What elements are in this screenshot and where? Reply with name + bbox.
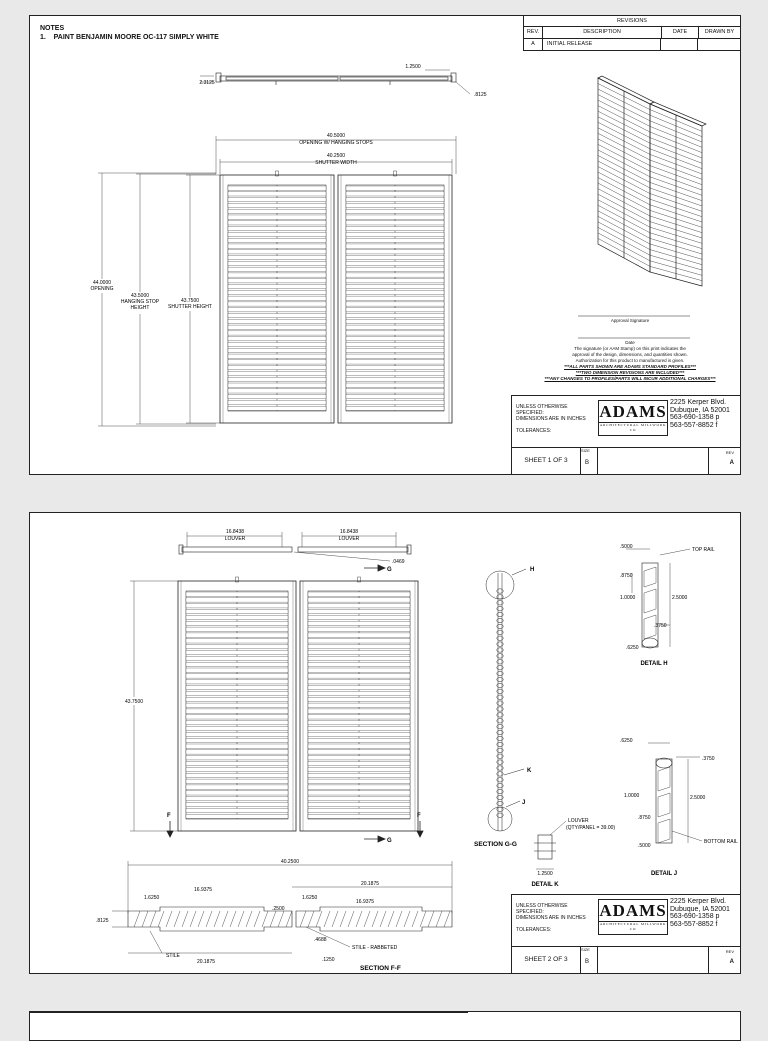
- shutter-elevation: [220, 171, 452, 423]
- stile-label: STILE: [166, 953, 180, 959]
- dim-j-e: 2.5000: [690, 795, 706, 801]
- dim-stop-h-label1: HANGING STOP: [120, 299, 160, 305]
- dim-j-b: .3750: [702, 756, 715, 762]
- description-cell: INITIAL RELEASE: [543, 39, 661, 50]
- approval-signature-label: Approval Signature: [610, 318, 650, 323]
- dim-gap: .0469: [392, 559, 405, 565]
- stile-rabbeted-label: STILE - RABBETED: [352, 945, 398, 951]
- rev-cell: [709, 947, 740, 973]
- logo-subtext: ARCHITECTURAL MILLWORK CO: [599, 423, 667, 432]
- dim-h-b: 1.0000: [620, 595, 636, 601]
- size-value: B: [585, 959, 590, 965]
- dim-ff-h: .8125: [96, 918, 109, 924]
- approval-text-2: approval of the design, dimensions, and quantities shown.: [572, 352, 688, 357]
- rev-cell: A: [524, 39, 543, 50]
- logo-text: ADAMS: [599, 402, 667, 421]
- dim-ff-a: 1.6250: [144, 895, 160, 901]
- rev-cell: [709, 448, 740, 474]
- detail-k-view: [534, 821, 566, 869]
- description-col-header: DESCRIPTION: [543, 27, 662, 38]
- sheet-number: SHEET 1 OF 3: [512, 448, 581, 474]
- date-col-header: DATE: [662, 27, 699, 38]
- dim-louver-label-left: LOUVER: [224, 536, 246, 542]
- dim-h-d: .3750: [654, 623, 667, 629]
- sheet-number: SHEET 2 OF 3: [512, 947, 581, 973]
- section-f-label-right: F: [417, 813, 421, 819]
- dim-ff-d: 1.6250: [302, 895, 318, 901]
- drawn-by-col-header: DRAWN BY: [704, 29, 735, 35]
- section-gg-view: [486, 569, 526, 831]
- approval-warning-3: ***ANY CHANGES TO PROFILES/PARTS WILL INCUR ADDITIONAL CHARGES***: [544, 376, 716, 381]
- spec-line-1: UNLESS OTHERWISE SPECIFIED:: [516, 903, 568, 915]
- dim-h-top: .5000: [620, 544, 633, 550]
- detail-k-title: DETAIL K: [531, 882, 559, 888]
- section-g-label-top: G: [387, 567, 392, 573]
- approval-warning-1: ***ALL PARTS SHOWN ARE ADAMS STANDARD PROFILES***: [564, 364, 696, 369]
- fax: 563-557-8852 f: [670, 421, 718, 429]
- dim-top-w: 1.2500: [405, 64, 421, 70]
- company-address: [670, 898, 730, 928]
- dim-shutter-w-label: SHUTTER WIDTH: [315, 160, 357, 166]
- approval-text-3: Authorization for this product to manufactured is given.: [575, 358, 685, 363]
- approval-warning-2: ***TWO DIMENSION REVISIONS ARE INCLUDED***: [575, 370, 685, 375]
- size-label: SIZE: [581, 947, 590, 952]
- adams-logo: [598, 400, 668, 436]
- size-cell: [581, 947, 598, 973]
- size-value: B: [585, 460, 590, 466]
- notes-title: NOTES: [40, 25, 65, 32]
- rev-label: REV: [725, 949, 734, 954]
- section-ff-title: SECTION F-F: [360, 965, 401, 972]
- detail-j-title: DETAIL J: [650, 871, 678, 877]
- dim-shutter-w: 40.2500: [326, 153, 346, 159]
- detail-k-callout: K: [527, 768, 532, 774]
- top-plan-view: [200, 70, 470, 94]
- bottom-rail-label: BOTTOM RAIL: [704, 839, 738, 845]
- size-cell: [581, 448, 598, 474]
- phone: 563-690-1358 p: [670, 913, 720, 920]
- dim-ff-e: 16.9375: [356, 899, 375, 905]
- dim-ff-g: .1250: [322, 957, 335, 963]
- dim-ff-f: .4688: [314, 937, 327, 943]
- title-block-1: [511, 395, 740, 474]
- dim-ff-bottom: 20.1875: [196, 959, 216, 965]
- shutter-elevation-2: [178, 577, 418, 831]
- dim-louver-label-right: LOUVER: [338, 536, 360, 542]
- dim-j-a: .6250: [620, 738, 633, 744]
- rev-col-header: REV.: [524, 27, 543, 38]
- tolerances-label: TOLERANCES:: [516, 428, 552, 434]
- dim-j-c: 1.0000: [624, 793, 640, 799]
- address-line-1: 2225 Kerper Blvd.: [670, 898, 727, 905]
- address-line-2: Dubuque, IA 52001: [670, 905, 730, 913]
- dim-ff-right: 20.1875: [360, 881, 380, 887]
- section-gg-title: SECTION G-G: [474, 841, 517, 848]
- dim-j-f: .5000: [638, 843, 651, 849]
- sheet-3-border-line: [30, 1012, 468, 1013]
- dim-ff-total: 40.2500: [280, 859, 300, 865]
- address-line-2: Dubuque, IA 52001: [670, 406, 730, 414]
- note-number: 1.: [40, 34, 46, 41]
- spec-line-2: DIMENSIONS ARE IN INCHES: [516, 915, 586, 921]
- isometric-view: [598, 76, 706, 286]
- detail-h-callout: H: [530, 567, 535, 573]
- spec-line-2: DIMENSIONS ARE IN INCHES: [516, 416, 586, 422]
- dim-height: 43.7500: [124, 699, 144, 705]
- phone: 563-690-1358 p: [670, 414, 720, 421]
- dim-shutter-h: 43.7500: [180, 298, 200, 304]
- logo-subtext: ARCHITECTURAL MILLWORK CO: [599, 922, 667, 931]
- dim-louver-w-right: 16.8438: [339, 529, 359, 535]
- dim-ff-c: .2500: [272, 906, 285, 912]
- title-block-bottom: [512, 447, 740, 474]
- detail-j-callout: J: [522, 800, 526, 806]
- dim-opening-h: 44.0000: [92, 280, 112, 286]
- adams-logo: [598, 899, 668, 935]
- dim-k-w: 1.2500: [537, 871, 553, 877]
- dim-j-d: .8750: [638, 815, 651, 821]
- revisions-title: REVISIONS: [524, 16, 740, 27]
- tolerances-label: TOLERANCES:: [516, 927, 552, 933]
- dim-ff-b: 16.9375: [194, 887, 213, 893]
- detail-j-view: [648, 743, 702, 843]
- dim-top-h: 2.3125: [199, 80, 215, 86]
- fax: 563-557-8852 f: [670, 920, 718, 928]
- drawing-sheet-1: [29, 15, 741, 475]
- top-rail-label: TOP RAIL: [692, 547, 715, 553]
- dim-stop-h: 43.5000: [130, 293, 150, 299]
- dim-top-t: .8125: [474, 92, 487, 98]
- louver-note-1: LOUVER: [568, 818, 589, 824]
- drawing-sheet-2: [29, 512, 741, 974]
- detail-h-title: DETAIL H: [640, 661, 668, 667]
- approval-text-1: The signature (or AAM Stamp) on this print indicates the: [574, 346, 686, 351]
- dim-shutter-h-label: SHUTTER HEIGHT: [168, 304, 212, 310]
- company-address: [670, 399, 730, 429]
- dim-h-e: .6250: [626, 645, 639, 651]
- dim-stop-h-label2: HEIGHT: [130, 305, 150, 311]
- dim-opening-w: 40.5000: [326, 133, 346, 139]
- title-block-bottom: [512, 946, 740, 973]
- title-block-2: [511, 894, 740, 973]
- rev-value: A: [729, 460, 734, 466]
- spec-line-1: UNLESS OTHERWISE SPECIFIED:: [516, 404, 568, 416]
- size-label: SIZE: [581, 448, 590, 453]
- section-g-label-bottom: G: [387, 838, 392, 844]
- drawing-sheet-3: [29, 1011, 741, 1041]
- spec-text: [516, 903, 596, 921]
- dim-louver-w-left: 16.8438: [225, 529, 245, 535]
- dim-h-a: .8750: [620, 573, 633, 579]
- dim-opening-h-label: OPENING: [90, 286, 114, 292]
- dim-h-c: 2.5000: [672, 595, 688, 601]
- approval-block: [530, 318, 730, 382]
- rev-value: A: [729, 959, 734, 965]
- blank-cell: [598, 947, 709, 973]
- approval-date-label: Date: [625, 340, 635, 345]
- blank-cell: [598, 448, 709, 474]
- rev-label: REV: [725, 450, 734, 455]
- dim-opening-w-label: OPENING W/ HANGING STOPS: [299, 140, 373, 146]
- logo-text: ADAMS: [599, 901, 667, 920]
- spec-text: [516, 404, 596, 422]
- note-text: PAINT BENJAMIN MOORE OC-117 SIMPLY WHITE: [53, 34, 219, 41]
- louver-note-2: (QTY/PANEL = 39.00): [566, 825, 616, 831]
- section-f-label-left: F: [167, 813, 171, 819]
- address-line-1: 2225 Kerper Blvd.: [670, 399, 727, 406]
